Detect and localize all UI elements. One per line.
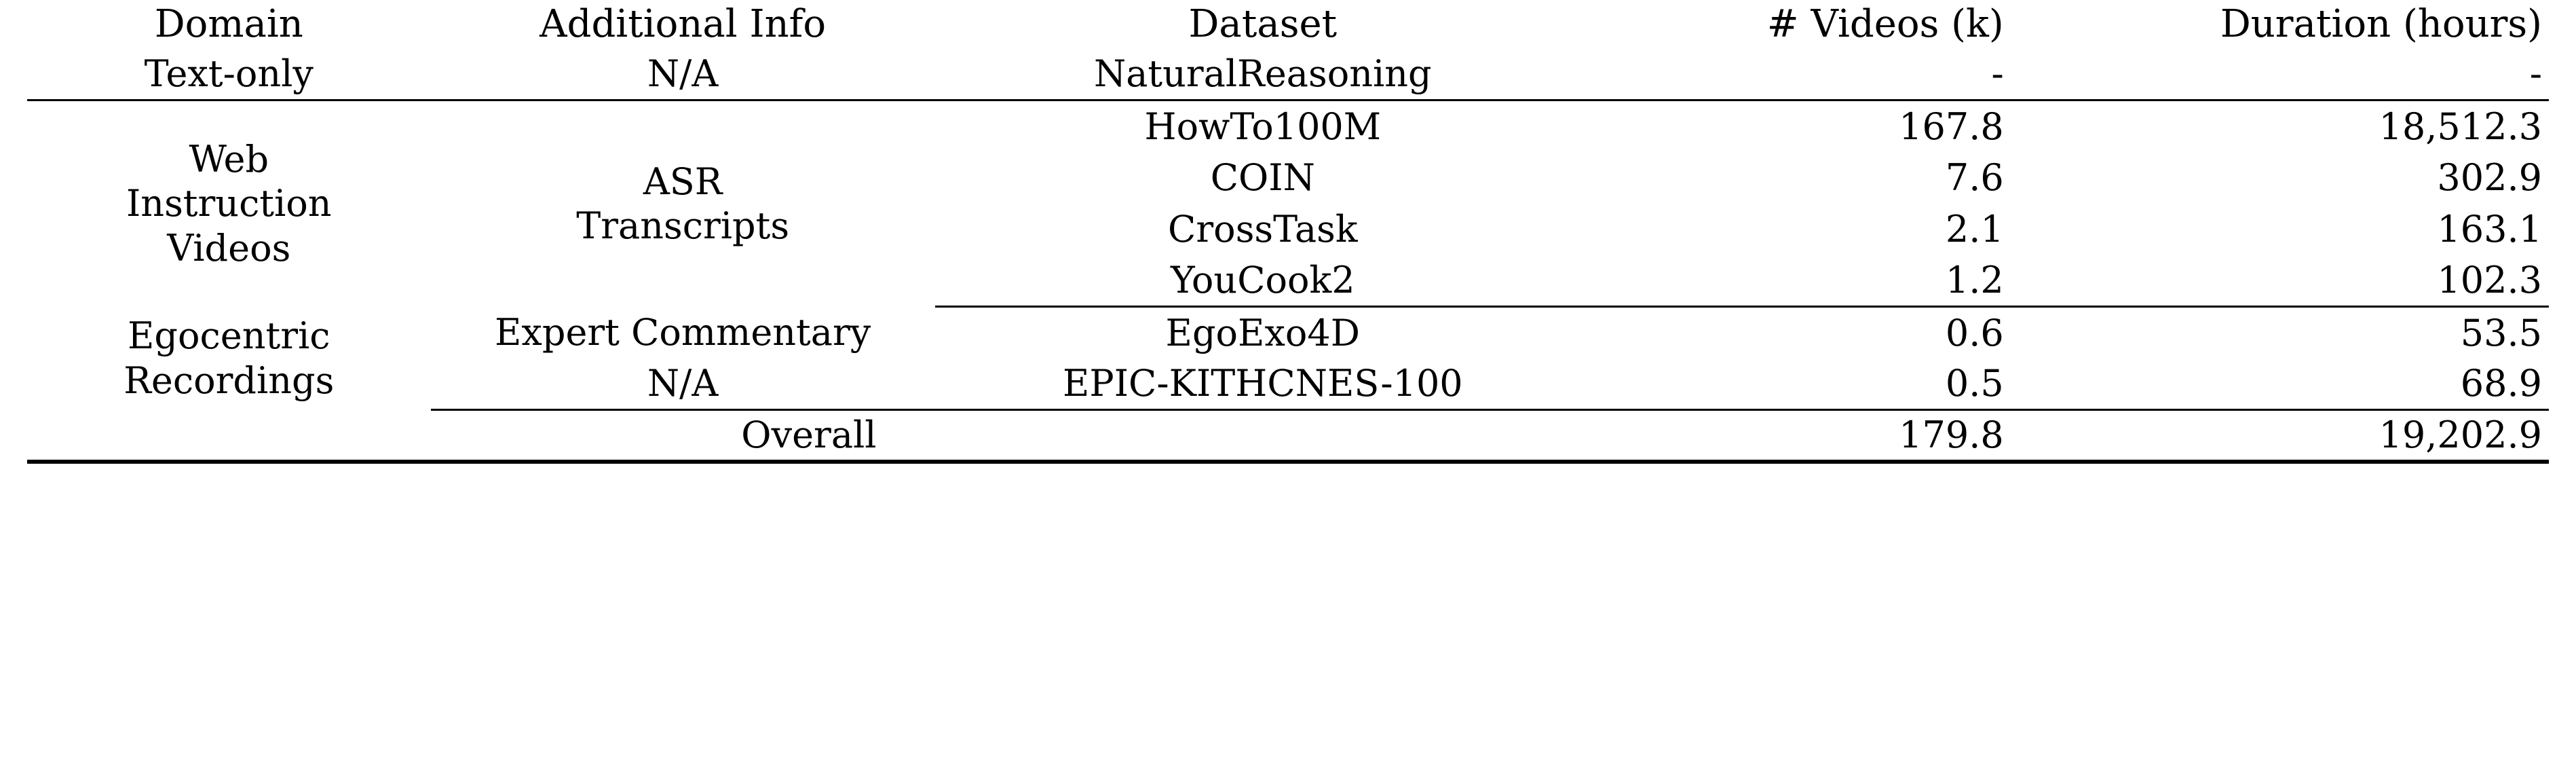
cell-num-videos: - [1591, 49, 2045, 100]
domain-line: Videos [167, 227, 291, 270]
dataset-statistics-table [27, 0, 2549, 464]
cell-num-videos: 0.6 [1945, 311, 2004, 354]
cell-additional-info: N/A [431, 49, 935, 100]
overall-row [27, 410, 2549, 462]
header-dataset: Dataset [1188, 2, 1338, 46]
cell-domain [27, 100, 431, 307]
cell-num-videos: 1.2 [1591, 255, 2045, 307]
cell-additional-info: Expert Commentary [495, 311, 871, 354]
header-duration: Duration (hours) [2220, 2, 2542, 46]
cell-num-videos: 0.5 [1591, 359, 2045, 410]
cell-duration: 18,512.3 [2379, 105, 2542, 148]
header-domain: Domain [154, 2, 303, 46]
cell-domain [27, 307, 431, 410]
table-row [27, 100, 2549, 152]
cell-num-videos: 167.8 [1899, 105, 2004, 148]
overall-num-videos: 179.8 [1591, 410, 2045, 462]
cell-duration: 163.1 [2437, 208, 2542, 251]
table-body [27, 49, 2549, 462]
table-row [27, 49, 2549, 100]
table-header [27, 0, 2549, 49]
info-line: Transcripts [576, 204, 790, 248]
overall-label: Overall [27, 410, 1591, 462]
cell-dataset: HowTo100M [1144, 105, 1382, 148]
cell-num-videos: 2.1 [1945, 208, 2004, 251]
overall-duration: 19,202.9 [2045, 410, 2549, 462]
domain-line: Egocentric [128, 314, 330, 357]
cell-dataset: NaturalReasoning [935, 49, 1591, 100]
cell-dataset: EgoExo4D [1165, 311, 1361, 354]
cell-duration: - [2045, 49, 2549, 100]
cell-dataset: COIN [1210, 156, 1315, 200]
cell-dataset: CrossTask [1168, 208, 1358, 251]
cell-num-videos: 7.6 [1945, 156, 2004, 200]
cell-duration: 68.9 [2045, 359, 2549, 410]
cell-additional-info [431, 100, 935, 307]
header-row [27, 0, 2549, 49]
cell-duration: 302.9 [2437, 156, 2542, 200]
info-line: ASR [643, 160, 723, 203]
cell-dataset: EPIC-KITHCNES-100 [935, 359, 1591, 410]
cell-additional-info: N/A [431, 359, 935, 410]
table-row [27, 307, 2549, 359]
cell-dataset: YouCook2 [935, 255, 1591, 307]
cell-duration: 102.3 [2045, 255, 2549, 307]
header-num-videos: # Videos (k) [1766, 2, 2004, 46]
domain-line: Instruction [126, 182, 332, 225]
cell-domain: Text-only [27, 49, 431, 100]
domain-line: Recordings [124, 359, 335, 402]
cell-duration: 53.5 [2460, 311, 2542, 354]
domain-line: Web [189, 137, 269, 181]
header-additional-info: Additional Info [539, 2, 827, 46]
